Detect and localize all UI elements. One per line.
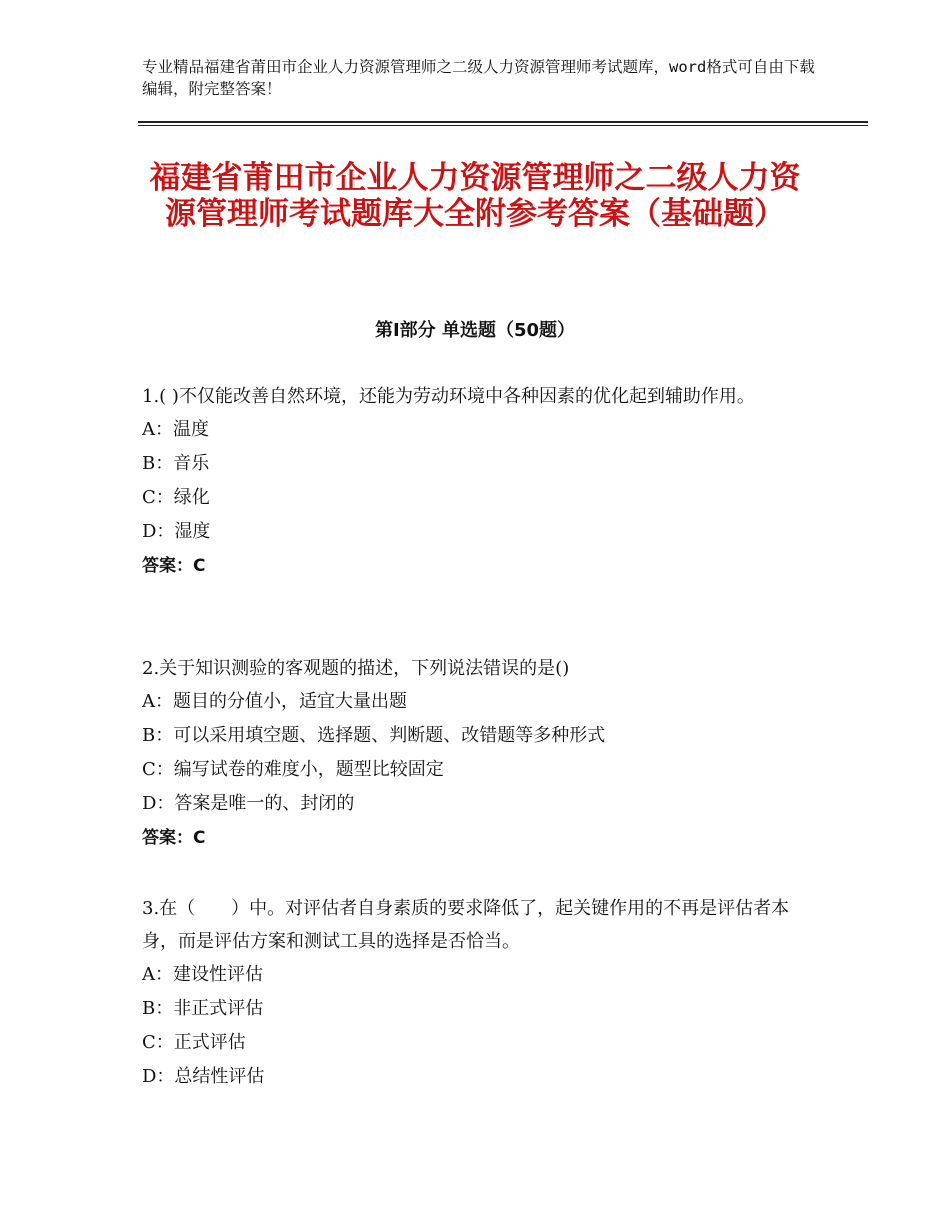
header-note: 专业精品福建省莆田市企业人力资源管理师之二级人力资源管理师考试题库，word格式可自由下载编辑，附完整答案！ — [142, 58, 815, 98]
option-d: D：答案是唯一的、封闭的 — [142, 793, 355, 814]
answer: 答案：C — [142, 556, 206, 576]
question-3 — [142, 892, 822, 1094]
option-c: C：绿化 — [142, 487, 210, 508]
question-text: 3.在（ ）中。对评估者自身素质的要求降低了，起关键作用的不再是评估者本身，而是评估方案和测试工具的选择是否恰当。 — [142, 898, 790, 952]
header-rule-thin — [138, 125, 868, 126]
option-b: B：可以采用填空题、选择题、判断题、改错题等多种形式 — [142, 725, 606, 746]
document-title: 福建省莆田市企业人力资源管理师之二级人力资源管理师考试题库大全附参考答案（基础题） — [149, 160, 801, 232]
answer: 答案：C — [142, 828, 206, 848]
option-b: B：音乐 — [142, 453, 210, 474]
option-c: C：编写试卷的难度小，题型比较固定 — [142, 759, 444, 780]
question-text: 2.关于知识测验的客观题的描述，下列说法错误的是() — [142, 658, 570, 679]
option-d: D：湿度 — [142, 521, 211, 542]
option-a: A：题目的分值小，适宜大量出题 — [142, 691, 407, 712]
option-a: A：温度 — [142, 419, 209, 440]
header-rule-thick — [138, 121, 868, 123]
option-a: A：建设性评估 — [142, 964, 263, 985]
option-b: B：非正式评估 — [142, 998, 264, 1019]
section-title: 第Ⅰ部分 单选题（50题） — [374, 320, 575, 341]
question-2 — [142, 652, 822, 855]
option-d: D：总结性评估 — [142, 1066, 265, 1087]
question-1 — [142, 380, 822, 583]
option-c: C：正式评估 — [142, 1032, 246, 1053]
question-text: 1.( )不仅能改善自然环境，还能为劳动环境中各种因素的优化起到辅助作用。 — [142, 386, 755, 407]
